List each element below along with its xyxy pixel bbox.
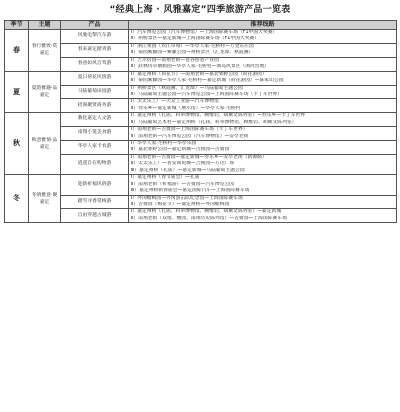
- route-line: Ⅱ）武林仿草塘鹤园—华亭人家·毛桥村—浏岛风景区（浏河营地）: [131, 64, 270, 70]
- theme-cell: 春行雅致·赏嘉定: [29, 30, 61, 72]
- route-cell: [129, 113, 397, 127]
- route-cell: [129, 141, 397, 155]
- table-row: [5, 127, 397, 141]
- table-row: [5, 71, 397, 85]
- route-cell: [129, 85, 397, 99]
- theme-cell: 夏韵雅趣·品嘉定: [29, 71, 61, 113]
- product-cell: 教化嘉定人文游: [61, 113, 129, 127]
- table-row: [5, 43, 397, 57]
- route-cell: [129, 154, 397, 174]
- route-line: Ⅱ）州桥景区—嘉定新城—上海国际赛车场（F1中国大奖赛）: [131, 36, 260, 42]
- route-line: Ⅰ）南翔老街—古猗园—上海国际赛车场（卡丁车世界）: [131, 127, 248, 133]
- theme-cell: 冬情雅意·聚嘉定: [29, 175, 61, 223]
- product-cell: 南翔小笼美食游: [61, 127, 129, 141]
- product-cell: 风驰电掣汽车游: [61, 30, 129, 44]
- route-line: Ⅰ）吉尔蓓园—南翔老街—苍谷创意产业园: [131, 57, 219, 63]
- route-line: Ⅰ）汽车博览公园（汽车博物馆）—上海国际赛车场（F1中国大奖赛）: [131, 30, 278, 35]
- theme-cell: 秋意雅情·品嘉定: [29, 113, 61, 175]
- route-line: Ⅱ）太太乐工厂—普安商贸城—吉拥园—万达广场: [131, 161, 235, 167]
- route-cell: [129, 99, 397, 113]
- route-line: Ⅱ）马陆葡萄艺术村—嘉定州桥（孔庙、科举博物馆、顾维钧、胡厥文陈列室）: [131, 119, 297, 125]
- route-line: Ⅰ）太太乐工厂—大众工业游—汽车博物馆: [131, 99, 219, 105]
- header-theme: 主题: [29, 21, 61, 30]
- product-cell: 华亭人家卡农游: [61, 141, 129, 155]
- product-cell: 招商聚贤商务游: [61, 99, 129, 113]
- route-line: Ⅰ）嘉定州桥（孔庙、科举博物馆、顾维钧、胡厥文陈列室）—券乐乡—卡丁车世界: [131, 113, 306, 119]
- product-cell: 夏日荷花风情游: [61, 71, 129, 85]
- route-cell: [129, 195, 397, 209]
- route-line: Ⅰ）州桥景区（秋霞圃、汇龙潭）—马陆葡萄主题公园: [131, 85, 243, 91]
- product-cell: 逍遥自在购物游: [61, 154, 129, 174]
- table-row: [5, 99, 397, 113]
- table-row: [5, 30, 397, 44]
- route-line: Ⅱ）南翔老街（双塔、檀园、南翔历史陈列馆）—古猗园—上海国际赛车场: [131, 215, 287, 221]
- table-row: [5, 85, 397, 99]
- route-cell: [129, 30, 397, 44]
- table-header-row: [5, 21, 397, 30]
- table-row: [5, 141, 397, 155]
- season-cell: 春: [5, 30, 29, 72]
- route-cell: [129, 127, 397, 141]
- season-cell: 夏: [5, 71, 29, 113]
- page-title: “经典上海 · 风雅嘉定”四季旅游产品一览表: [109, 5, 291, 15]
- season-cell: 冬: [5, 175, 29, 223]
- route-line: Ⅰ）南翔老街—古猗园—嘉定新城—券乐乡—安亭老街（新源路）: [131, 154, 267, 160]
- route-line: Ⅰ）浙江菜园（农庄草莓）—华亭人家·毛桥村—万金东庄园: [131, 43, 254, 49]
- route-line: Ⅲ）嘉定州桥新春庙会—嘉定国际汽车—上海国际赛车场: [131, 188, 250, 194]
- table-row: [5, 154, 397, 174]
- tourism-table: [4, 20, 397, 223]
- route-cell: [129, 43, 397, 57]
- route-line: Ⅱ）券乐乡—嘉定新城（展示馆）—华亭人家·毛桥村: [131, 105, 241, 111]
- product-cell: 自由穿越古城游: [61, 209, 129, 223]
- route-line: Ⅱ）菊园紫藤园—紫藤公园—州桥景区（汇龙潭、秋霞圃）: [131, 50, 254, 56]
- route-line: Ⅰ）嘉定州桥（孔庙、科举博物馆、顾维钧、胡厥文陈列室）—嘉定新城: [131, 209, 282, 215]
- route-line: Ⅰ）华亭人家·毛桥村—华亭乐园: [131, 141, 197, 146]
- product-cell: 春来嘉定踏青游: [61, 43, 129, 57]
- product-cell: 踏雪寻香赏梅游: [61, 195, 129, 209]
- route-cell: [129, 209, 397, 223]
- route-cell: [129, 57, 397, 71]
- route-line: Ⅱ）南翔老街（祈福游）—古猗园—汽车博览公园: [131, 181, 235, 187]
- route-line: Ⅰ）嘉定州桥（春节庙会）—孔庙: [131, 175, 200, 181]
- table-row: [5, 175, 397, 195]
- route-cell: [129, 71, 397, 85]
- route-line: Ⅱ）南翔老街—汽车博览公园（汽车博物馆）—安亭老街: [131, 133, 249, 139]
- route-line: Ⅱ）菊园紫藤园—华亭人家·毛桥村—嘉定新城（荷花游园）—陈家山公园: [131, 78, 284, 84]
- product-cell: 迎新祈福风俗游: [61, 175, 129, 195]
- product-cell: 春意如风自驾游: [61, 57, 129, 71]
- season-cell: 秋: [5, 113, 29, 175]
- route-line: Ⅰ）嘉定州桥（荷花节）—南翔老街—嘉北郊野公园（荷花游园）: [131, 71, 267, 77]
- product-cell: 马陆葡萄田园游: [61, 85, 129, 99]
- table-row: [5, 113, 397, 127]
- route-line: Ⅰ）外冈蜡梅园—外冈游击队纪念馆—上海国际赛车场: [131, 195, 243, 201]
- table-row: [5, 209, 397, 223]
- header-route: 推荐线路: [129, 21, 397, 30]
- table-row: [5, 195, 397, 209]
- route-line: Ⅲ）嘉定州桥（孔庙）—嘉定新城—马陆葡萄主题公园: [131, 167, 245, 173]
- header-product: 产品: [61, 21, 129, 30]
- table-row: [5, 57, 397, 71]
- route-line: Ⅱ）古猗园（梅花节）—嘉定州桥—外冈蜡梅园: [131, 201, 230, 207]
- route-cell: [129, 175, 397, 195]
- route-line: Ⅱ）嘉北郊野公园—嘉定新城—古猗园—古猗园: [131, 147, 230, 153]
- header-season: 季节: [5, 21, 29, 30]
- route-line: Ⅱ）马陆葡萄主题公园—汽车博览公园—上海国际赛车场（卡丁车世界）: [131, 91, 283, 97]
